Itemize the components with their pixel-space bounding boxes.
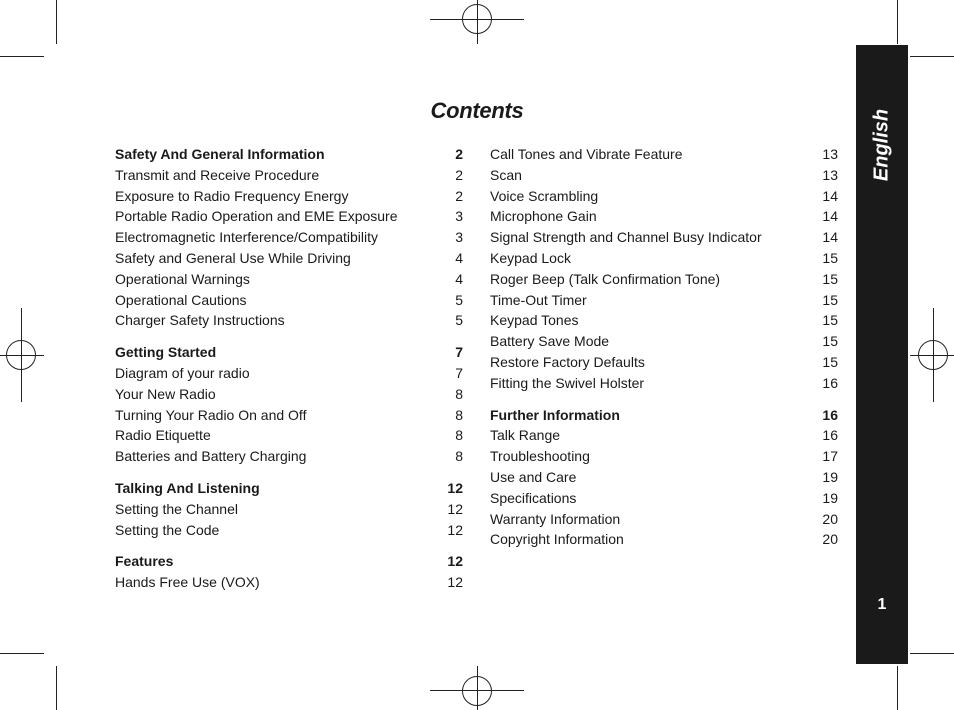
entry-page-number: 3 <box>455 229 463 246</box>
entry-page-number: 14 <box>822 208 838 225</box>
entry-label: Keypad Lock <box>490 249 571 266</box>
contents-entry[interactable] <box>115 248 463 269</box>
entry-page-number: 2 <box>455 166 463 183</box>
section-heading-label: Features <box>115 553 174 570</box>
contents-entry[interactable] <box>490 310 838 331</box>
contents-entry[interactable] <box>490 467 838 488</box>
section-heading-page: 2 <box>455 146 463 162</box>
entry-label: Fitting the Swivel Holster <box>490 374 645 391</box>
entry-page-number: 15 <box>822 333 838 350</box>
entry-page-number: 20 <box>822 510 838 527</box>
contents-section <box>490 144 838 394</box>
contents-entry[interactable] <box>115 310 463 331</box>
contents-entry[interactable] <box>490 165 838 186</box>
contents-entry[interactable] <box>490 206 838 227</box>
entry-page-number: 12 <box>447 521 463 538</box>
entry-label: Roger Beep (Talk Confirmation Tone) <box>490 270 721 287</box>
crop-mark <box>897 666 898 710</box>
entry-label: Copyright Information <box>490 531 624 548</box>
entry-label: Operational Warnings <box>115 270 250 287</box>
entry-page-number: 13 <box>822 146 838 162</box>
contents-entry[interactable] <box>115 520 463 541</box>
section-heading-label: Further Information <box>490 406 620 423</box>
entry-label: Specifications <box>490 489 577 506</box>
crop-mark <box>0 56 44 57</box>
entry-page-number: 19 <box>822 489 838 506</box>
contents-entry[interactable] <box>115 227 463 248</box>
entry-label: Time-Out Timer <box>490 291 587 308</box>
entry-page-number: 15 <box>822 270 838 287</box>
language-tab <box>856 45 908 664</box>
section-heading-label: Talking And Listening <box>115 479 260 496</box>
contents-entry[interactable] <box>115 405 463 426</box>
contents-entry[interactable] <box>490 186 838 207</box>
section-heading-label: Getting Started <box>115 344 217 361</box>
entry-label: Portable Radio Operation and EME Exposure <box>115 208 398 225</box>
entry-label: Charger Safety Instructions <box>115 312 285 329</box>
entry-label: Hands Free Use (VOX) <box>115 574 260 591</box>
section-heading[interactable] <box>490 405 838 426</box>
contents-entry[interactable] <box>490 269 838 290</box>
entry-page-number: 12 <box>447 574 463 591</box>
contents-entry[interactable] <box>490 248 838 269</box>
entry-label: Voice Scrambling <box>490 187 599 204</box>
entry-page-number: 12 <box>447 500 463 517</box>
entry-page-number: 19 <box>822 468 838 485</box>
entry-label: Setting the Code <box>115 521 220 538</box>
contents-entry[interactable] <box>490 446 838 467</box>
entry-label: Batteries and Battery Charging <box>115 448 307 465</box>
contents-section <box>490 405 838 551</box>
contents-section <box>115 551 463 593</box>
entry-label: Troubleshooting <box>490 448 590 465</box>
entry-page-number: 4 <box>455 249 463 266</box>
contents-entry[interactable] <box>490 529 838 550</box>
entry-page-number: 14 <box>822 187 838 204</box>
entry-label: Battery Save Mode <box>490 333 610 350</box>
entry-page-number: 20 <box>822 531 838 548</box>
contents-entry[interactable] <box>490 425 838 446</box>
page-title: Contents <box>430 98 524 123</box>
entry-label: Electromagnetic Interference/Compatibility <box>115 229 379 246</box>
entry-page-number: 8 <box>455 427 463 444</box>
entry-label: Scan <box>490 166 522 183</box>
entry-page-number: 16 <box>822 374 838 391</box>
entry-label: Radio Etiquette <box>115 427 211 444</box>
section-heading-page: 12 <box>447 479 463 496</box>
entry-page-number: 8 <box>455 448 463 465</box>
crop-mark <box>910 56 954 57</box>
crop-mark <box>56 0 57 44</box>
contents-entry[interactable] <box>490 488 838 509</box>
entry-label: Call Tones and Vibrate Feature <box>490 146 683 162</box>
contents-entry[interactable] <box>490 227 838 248</box>
entry-page-number: 5 <box>455 312 463 329</box>
section-heading-page: 16 <box>822 406 838 423</box>
section-heading[interactable] <box>115 551 463 572</box>
contents-entry[interactable] <box>115 363 463 384</box>
entry-label: Diagram of your radio <box>115 364 250 381</box>
entry-label: Setting the Channel <box>115 500 238 517</box>
entry-page-number: 13 <box>822 166 838 183</box>
contents-section <box>115 342 463 467</box>
section-heading[interactable] <box>115 342 463 363</box>
contents-entry[interactable] <box>115 165 463 186</box>
entry-page-number: 2 <box>455 187 463 204</box>
entry-page-number: 3 <box>455 208 463 225</box>
contents-entry[interactable] <box>490 331 838 352</box>
contents-entry[interactable] <box>115 499 463 520</box>
page-number: 1 <box>877 596 887 613</box>
entry-label: Transmit and Receive Procedure <box>115 166 320 183</box>
contents-entry[interactable] <box>115 446 463 467</box>
contents-entry[interactable] <box>115 269 463 290</box>
section-heading-page: 7 <box>455 344 463 361</box>
entry-page-number: 4 <box>455 270 463 287</box>
contents-entry[interactable] <box>115 425 463 446</box>
contents-entry[interactable] <box>115 206 463 227</box>
language-label: English <box>870 108 893 182</box>
section-heading-page: 12 <box>447 553 463 570</box>
contents-entry[interactable] <box>115 572 463 593</box>
entry-label: Microphone Gain <box>490 208 597 225</box>
entry-page-number: 14 <box>822 229 838 246</box>
entry-page-number: 7 <box>455 364 463 381</box>
entry-label: Exposure to Radio Frequency Energy <box>115 187 349 204</box>
contents-entry[interactable] <box>115 384 463 405</box>
entry-page-number: 15 <box>822 249 838 266</box>
entry-label: Warranty Information <box>490 510 621 527</box>
crop-mark <box>910 653 954 654</box>
entry-label: Use and Care <box>490 468 577 485</box>
contents-entry[interactable] <box>490 352 838 373</box>
entry-label: Operational Cautions <box>115 291 247 308</box>
entry-label: Safety and General Use While Driving <box>115 249 351 266</box>
entry-label: Your New Radio <box>115 385 216 402</box>
entry-label: Talk Range <box>490 427 561 444</box>
contents-section <box>115 478 463 540</box>
entry-page-number: 15 <box>822 312 838 329</box>
crop-mark <box>56 666 57 710</box>
section-heading[interactable] <box>115 478 463 499</box>
entry-page-number: 5 <box>455 291 463 308</box>
entry-page-number: 8 <box>455 406 463 423</box>
contents-entry[interactable] <box>490 373 838 394</box>
section-heading[interactable] <box>115 144 463 165</box>
contents-section <box>115 144 463 331</box>
contents-entry[interactable] <box>115 290 463 311</box>
contents-right-column <box>490 144 838 550</box>
entry-page-number: 15 <box>822 353 838 370</box>
section-heading-label: Safety And General Information <box>115 146 325 162</box>
crop-mark <box>0 653 44 654</box>
entry-label: Signal Strength and Channel Busy Indicator <box>490 229 762 246</box>
entry-page-number: 16 <box>822 427 838 444</box>
entry-label: Restore Factory Defaults <box>490 353 645 370</box>
contents-entry[interactable] <box>490 509 838 530</box>
crop-mark <box>897 0 898 44</box>
entry-page-number: 8 <box>455 385 463 402</box>
contents-left-column <box>115 144 463 593</box>
entry-label: Keypad Tones <box>490 312 579 329</box>
entry-page-number: 17 <box>822 448 838 465</box>
entry-page-number: 15 <box>822 291 838 308</box>
contents-entry[interactable] <box>115 186 463 207</box>
contents-entry[interactable] <box>490 290 838 311</box>
contents-entry[interactable] <box>490 144 838 165</box>
entry-label: Turning Your Radio On and Off <box>115 406 307 423</box>
